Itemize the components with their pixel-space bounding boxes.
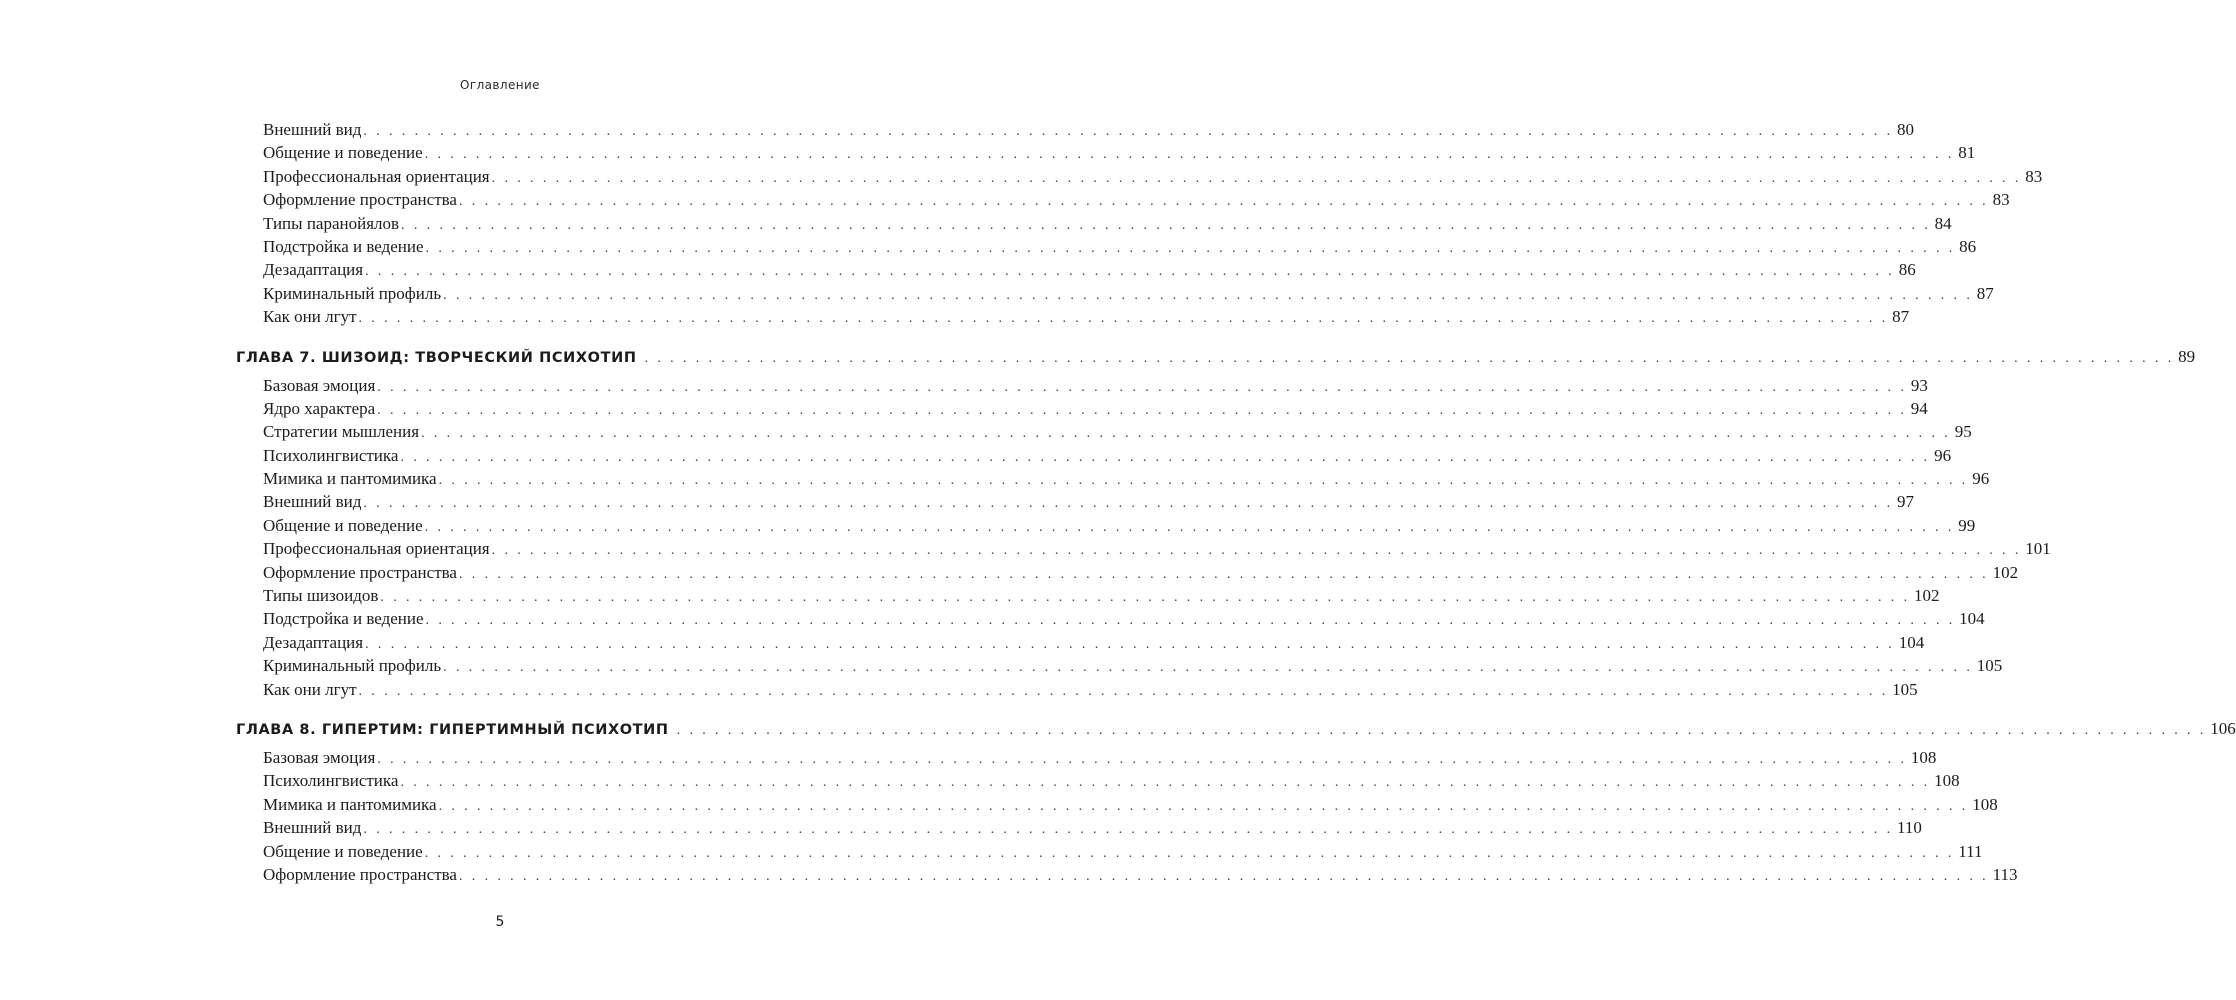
toc-section-entry	[236, 282, 1994, 305]
page-ref: 83	[2025, 166, 2043, 186]
dot-leader: . . . . . . . . . . . . . . . . . . . . . . . . . . . . . . . . . . . . . . . . . . . . . . . . . . . . . . . . . . . . . . . . . . . . . . . . . . . . . . . . . . . . . . . . . . . . . . . . . . . . . . . . . . . . . . . . . . . . . . . .	[380, 590, 1911, 606]
page-ref: 89	[2178, 346, 2196, 366]
toc-section-entry	[236, 678, 1918, 701]
dot-leader: . . . . . . . . . . . . . . . . . . . . . . . . . . . . . . . . . . . . . . . . . . . . . . . . . . . . . . . . . . . . . . . . . . . . . . . . . . . . . . . . . . . . . . . . . . . . . . . . . . . . . . . . . . . . . . . . . . . . . . . .	[363, 124, 1893, 139]
page-ref: 108	[1972, 794, 1998, 814]
page-ref: 87	[1892, 307, 1910, 327]
dot-leader: . . . . . . . . . . . . . . . . . . . . . . . . . . . . . . . . . . . . . . . . . . . . . . . . . . . . . . . . . . . . . . . . . . . . . . . . . . . . . . . . . . . . . . . . . . . . . . . . . . . . . . . . . . . . . . . . . . . . . . . .	[443, 660, 1973, 676]
toc-section-entry	[236, 584, 1940, 607]
section-title: Психолингвистика	[263, 445, 399, 465]
toc-section-entry	[236, 863, 2018, 886]
toc-section-entry	[236, 537, 2051, 560]
dot-leader: . . . . . . . . . . . . . . . . . . . . . . . . . . . . . . . . . . . . . . . . . . . . . . . . . . . . . . . . . . . . . . . . . . . . . . . . . . . . . . . . . . . . . . . . . . . . . . . . . . . . . . . . . . . . . . . . . . . . . . . .	[358, 311, 1889, 327]
page-ref: 105	[1976, 656, 2003, 676]
page-ref: 104	[1959, 609, 1985, 629]
section-title: Внешний вид	[263, 120, 362, 139]
toc-section-entry	[236, 258, 1916, 281]
dot-leader: . . . . . . . . . . . . . . . . . . . . . . . . . . . . . . . . . . . . . . . . . . . . . . . . . . . . . . . . . . . . . . . . . . . . . . . . . . . . . . . . . . . . . . . . . . . . . . . . . . . . . . . . . . . . . . . . . . . . . . . .	[438, 473, 1969, 489]
page-ref: 96	[1934, 445, 1952, 465]
page-ref: 86	[1898, 260, 1916, 280]
section-title: Профессиональная ориентация	[263, 166, 490, 186]
dot-leader: . . . . . . . . . . . . . . . . . . . . . . . . . . . . . . . . . . . . . . . . . . . . . . . . . . . . . . . . . . . . . . . . . . . . . . . . . . . . . . . . . . . . . . . . . . . . . . . . . . . . . . . . . . . . . . . . . . . . . . . .	[401, 217, 1931, 233]
section-title: Дезадаптация	[263, 260, 364, 280]
dot-leader: . . . . . . . . . . . . . . . . . . . . . . . . . . . . . . . . . . . . . . . . . . . . . . . . . . . . . . . . . . . . . . . . . . . . . . . . . . . . . . . . . . . . . . . . . . . . . . . . . . . . . . . . . . . . . . . . . . . . . . . .	[363, 822, 1893, 838]
page-ref: 83	[1992, 190, 2010, 210]
dot-leader: . . . . . . . . . . . . . . . . . . . . . . . . . . . . . . . . . . . . . . . . . . . . . . . . . . . . . . . . . . . . . . . . . . . . . . . . . . . . . . . . . . . . . . . . . . . . . . . . . . . . . . . . . . . . . . . . . . . . . . . .	[377, 751, 1907, 767]
page-ref: 95	[1954, 422, 1972, 442]
dot-leader: . . . . . . . . . . . . . . . . . . . . . . . . . . . . . . . . . . . . . . . . . . . . . . . . . . . . . . . . . . . . . . . . . . . . . . . . . . . . . . . . . . . . . . . . . . . . . . . . . . . . . . . . . . . . . . . . . . . . . . . .	[458, 566, 1989, 582]
section-title: Мимика и пантомимика	[263, 794, 437, 814]
dot-leader: . . . . . . . . . . . . . . . . . . . . . . . . . . . . . . . . . . . . . . . . . . . . . . . . . . . . . . . . . . . . . . . . . . . . . . . . . . . . . . . . . . . . . . . . . . . . . . . . . . . . . . . . . . . . . . . . . . . . . . . .	[424, 147, 1955, 163]
page-ref: 101	[2025, 539, 2051, 559]
dot-leader: . . . . . . . . . . . . . . . . . . . . . . . . . . . . . . . . . . . . . . . . . . . . . . . . . . . . . . . . . . . . . . . . . . . . . . . . . . . . . . . . . . . . . . . . . . . . . . . . . . . . . . . . . . . . . . . . . . . . . . . .	[377, 379, 1907, 395]
page-ref: 97	[1897, 492, 1914, 512]
toc-section-entry	[236, 444, 1952, 467]
section-title: Профессиональная ориентация	[263, 539, 490, 559]
page-ref: 108	[1934, 771, 1960, 791]
dot-leader: . . . . . . . . . . . . . . . . . . . . . . . . . . . . . . . . . . . . . . . . . . . . . . . . . . . . . . . . . . . . . . . . . . . . . . . . . . . . . . . . . . . . . . . . . . . . . . . . . . . . . . . . . . . . . . . . . . . . . . . .	[644, 350, 2175, 366]
page-ref: 102	[1992, 562, 2019, 582]
chapter-title: ГЛАВА 7. ШИЗОИД: ТВОРЧЕСКИЙ ПСИХОТИП	[236, 349, 637, 366]
dot-leader: . . . . . . . . . . . . . . . . . . . . . . . . . . . . . . . . . . . . . . . . . . . . . . . . . . . . . . . . . . . . . . . . . . . . . . . . . . . . . . . . . . . . . . . . . . . . . . . . . . . . . . . . . . . . . . . . . . . . . . . .	[491, 543, 2022, 559]
section-title: Стратегии мышления	[263, 422, 420, 442]
toc-section-entry	[236, 816, 1922, 839]
section-title: Типы паранойялов	[263, 213, 400, 233]
chapter-title: ГЛАВА 8. ГИПЕРТИМ: ГИПЕРТИМНЫЙ ПСИХОТИП	[236, 721, 669, 738]
page-ref: 80	[1897, 120, 1914, 139]
page-ref: 81	[1958, 143, 1976, 163]
toc-section-entry	[236, 420, 1972, 443]
toc-section-entry	[236, 490, 1914, 513]
dot-leader: . . . . . . . . . . . . . . . . . . . . . . . . . . . . . . . . . . . . . . . . . . . . . . . . . . . . . . . . . . . . . . . . . . . . . . . . . . . . . . . . . . . . . . . . . . . . . . . . . . . . . . . . . . . . . . . . . . . . . . . .	[491, 170, 2022, 186]
toc-section-entry	[236, 793, 1998, 816]
dot-leader: . . . . . . . . . . . . . . . . . . . . . . . . . . . . . . . . . . . . . . . . . . . . . . . . . . . . . . . . . . . . . . . . . . . . . . . . . . . . . . . . . . . . . . . . . . . . . . . . . . . . . . . . . . . . . . . . . . . . . . . .	[377, 402, 1907, 418]
page-ref: 93	[1910, 375, 1928, 395]
section-title: Подстройка и ведение	[263, 236, 424, 256]
dot-leader: . . . . . . . . . . . . . . . . . . . . . . . . . . . . . . . . . . . . . . . . . . . . . . . . . . . . . . . . . . . . . . . . . . . . . . . . . . . . . . . . . . . . . . . . . . . . . . . . . . . . . . . . . . . . . . . . . . . . . . . .	[365, 636, 1895, 652]
page-ref: 96	[1972, 469, 1990, 489]
dot-leader: . . . . . . . . . . . . . . . . . . . . . . . . . . . . . . . . . . . . . . . . . . . . . . . . . . . . . . . . . . . . . . . . . . . . . . . . . . . . . . . . . . . . . . . . . . . . . . . . . . . . . . . . . . . . . . . . . . . . . . . .	[424, 845, 1955, 861]
section-title: Оформление пространства	[263, 562, 457, 582]
page-ref: 106	[2210, 718, 2236, 738]
section-title: Психолингвистика	[263, 771, 399, 791]
section-title: Внешний вид	[263, 492, 362, 512]
dot-leader: . . . . . . . . . . . . . . . . . . . . . . . . . . . . . . . . . . . . . . . . . . . . . . . . . . . . . . . . . . . . . . . . . . . . . . . . . . . . . . . . . . . . . . . . . . . . . . . . . . . . . . . . . . . . . . . . . . . . . . . .	[425, 240, 1956, 256]
section-title: Общение и поведение	[263, 841, 423, 861]
page-ref: 87	[1976, 283, 1994, 303]
toc-section-entry	[236, 305, 1910, 328]
section-title: Подстройка и ведение	[263, 609, 424, 629]
section-title: Базовая эмоция	[263, 747, 376, 767]
page-ref: 113	[1992, 864, 2018, 884]
dot-leader: . . . . . . . . . . . . . . . . . . . . . . . . . . . . . . . . . . . . . . . . . . . . . . . . . . . . . . . . . . . . . . . . . . . . . . . . . . . . . . . . . . . . . . . . . . . . . . . . . . . . . . . . . . . . . . . . . . . . . . . .	[400, 449, 1931, 465]
section-title: Внешний вид	[263, 818, 362, 838]
toc-chapter-entry	[236, 344, 2196, 370]
dot-leader: . . . . . . . . . . . . . . . . . . . . . . . . . . . . . . . . . . . . . . . . . . . . . . . . . . . . . . . . . . . . . . . . . . . . . . . . . . . . . . . . . . . . . . . . . . . . . . . . . . . . . . . . . . . . . . . . . . . . . . . .	[458, 868, 1989, 884]
dot-leader: . . . . . . . . . . . . . . . . . . . . . . . . . . . . . . . . . . . . . . . . . . . . . . . . . . . . . . . . . . . . . . . . . . . . . . . . . . . . . . . . . . . . . . . . . . . . . . . . . . . . . . . . . . . . . . . . . . . . . . . .	[424, 519, 1955, 535]
dot-leader: . . . . . . . . . . . . . . . . . . . . . . . . . . . . . . . . . . . . . . . . . . . . . . . . . . . . . . . . . . . . . . . . . . . . . . . . . . . . . . . . . . . . . . . . . . . . . . . . . . . . . . . . . . . . . . . . . . . . . . . .	[421, 426, 1951, 442]
dot-leader: . . . . . . . . . . . . . . . . . . . . . . . . . . . . . . . . . . . . . . . . . . . . . . . . . . . . . . . . . . . . . . . . . . . . . . . . . . . . . . . . . . . . . . . . . . . . . . . . . . . . . . . . . . . . . . . . . . . . . . . .	[365, 264, 1895, 280]
toc-section-entry	[236, 118, 1914, 141]
toc-section-entry	[236, 397, 1928, 420]
toc-chapter-entry	[236, 716, 2236, 742]
section-title: Мимика и пантомимика	[263, 469, 437, 489]
section-title: Оформление пространства	[263, 864, 457, 884]
toc-section-entry	[236, 374, 1928, 397]
section-title: Как они лгут	[263, 307, 357, 327]
toc-section-entry	[236, 212, 1952, 235]
page-ref: 105	[1892, 679, 1918, 699]
page-ref: 99	[1958, 515, 1976, 535]
section-title: Как они лгут	[263, 679, 357, 699]
toc-section-entry	[236, 769, 1960, 792]
page-number: 5	[495, 914, 505, 930]
section-title: Дезадаптация	[263, 632, 364, 652]
table-of-contents	[236, 118, 2236, 886]
section-title: Типы шизоидов	[263, 586, 379, 606]
page-ref: 84	[1934, 213, 1952, 233]
section-title: Криминальный профиль	[263, 656, 442, 676]
section-title: Базовая эмоция	[263, 375, 376, 395]
toc-section-entry	[236, 746, 1937, 769]
running-head: Оглавление	[460, 78, 540, 92]
section-title: Ядро характера	[263, 398, 376, 418]
section-title: Общение и поведение	[263, 515, 423, 535]
dot-leader: . . . . . . . . . . . . . . . . . . . . . . . . . . . . . . . . . . . . . . . . . . . . . . . . . . . . . . . . . . . . . . . . . . . . . . . . . . . . . . . . . . . . . . . . . . . . . . . . . . . . . . . . . . . . . . . . . . . . . . . .	[363, 496, 1893, 512]
toc-section-entry	[236, 654, 2003, 677]
page-ref: 86	[1959, 236, 1977, 256]
toc-section-entry	[236, 188, 2010, 211]
toc-section-entry	[236, 141, 1976, 164]
dot-leader: . . . . . . . . . . . . . . . . . . . . . . . . . . . . . . . . . . . . . . . . . . . . . . . . . . . . . . . . . . . . . . . . . . . . . . . . . . . . . . . . . . . . . . . . . . . . . . . . . . . . . . . . . . . . . . . . . . . . . . . .	[458, 194, 1989, 210]
toc-section-entry	[236, 840, 1983, 863]
toc-section-entry	[236, 165, 2043, 188]
page-ref: 108	[1910, 747, 1937, 767]
section-title: Криминальный профиль	[263, 283, 442, 303]
dot-leader: . . . . . . . . . . . . . . . . . . . . . . . . . . . . . . . . . . . . . . . . . . . . . . . . . . . . . . . . . . . . . . . . . . . . . . . . . . . . . . . . . . . . . . . . . . . . . . . . . . . . . . . . . . . . . . . . . . . . . . . .	[358, 683, 1889, 699]
page-ref: 94	[1910, 398, 1928, 418]
dot-leader: . . . . . . . . . . . . . . . . . . . . . . . . . . . . . . . . . . . . . . . . . . . . . . . . . . . . . . . . . . . . . . . . . . . . . . . . . . . . . . . . . . . . . . . . . . . . . . . . . . . . . . . . . . . . . . . . . . . . . . . .	[425, 613, 1956, 629]
dot-leader: . . . . . . . . . . . . . . . . . . . . . . . . . . . . . . . . . . . . . . . . . . . . . . . . . . . . . . . . . . . . . . . . . . . . . . . . . . . . . . . . . . . . . . . . . . . . . . . . . . . . . . . . . . . . . . . . . . . . . . . .	[438, 798, 1969, 814]
toc-section-entry	[236, 561, 2019, 584]
toc-section-entry	[236, 514, 1976, 537]
section-title: Оформление пространства	[263, 190, 457, 210]
page-ref: 104	[1898, 632, 1925, 652]
page-ref: 111	[1958, 841, 1983, 861]
page-ref: 110	[1897, 818, 1922, 838]
toc-section-entry	[236, 631, 1925, 654]
section-title: Общение и поведение	[263, 143, 423, 163]
dot-leader: . . . . . . . . . . . . . . . . . . . . . . . . . . . . . . . . . . . . . . . . . . . . . . . . . . . . . . . . . . . . . . . . . . . . . . . . . . . . . . . . . . . . . . . . . . . . . . . . . . . . . . . . . . . . . . . . . . . . . . . .	[400, 775, 1931, 791]
toc-section-entry	[236, 467, 1990, 490]
dot-leader: . . . . . . . . . . . . . . . . . . . . . . . . . . . . . . . . . . . . . . . . . . . . . . . . . . . . . . . . . . . . . . . . . . . . . . . . . . . . . . . . . . . . . . . . . . . . . . . . . . . . . . . . . . . . . . . . . . . . . . . .	[443, 287, 1973, 303]
page-ref: 102	[1914, 586, 1940, 606]
toc-section-entry	[236, 235, 1977, 258]
dot-leader: . . . . . . . . . . . . . . . . . . . . . . . . . . . . . . . . . . . . . . . . . . . . . . . . . . . . . . . . . . . . . . . . . . . . . . . . . . . . . . . . . . . . . . . . . . . . . . . . . . . . . . . . . . . . . . . . . . . . . . . .	[676, 722, 2207, 738]
toc-section-entry	[236, 607, 1985, 630]
